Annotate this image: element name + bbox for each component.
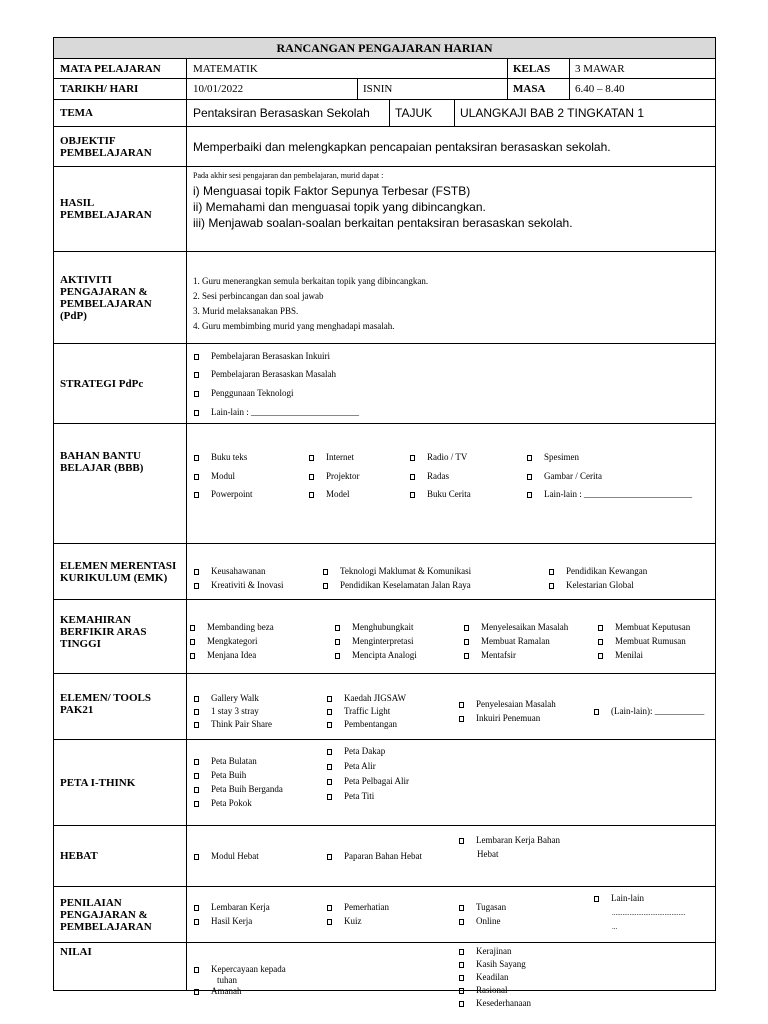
bbb-option[interactable]: Modul	[194, 471, 235, 482]
checkbox-icon	[194, 989, 199, 995]
checkbox-icon	[327, 905, 332, 911]
checkbox-icon	[327, 749, 332, 755]
value-tajuk: ULANGKAJI BAB 2 TINGKATAN 1	[460, 106, 645, 120]
label-tajuk: TAJUK	[395, 106, 433, 120]
checkbox-icon	[464, 653, 469, 659]
row-tarikh	[54, 79, 715, 100]
penilaian-option[interactable]: Pemerhatian	[327, 902, 389, 913]
kbat-option[interactable]: Mencipta Analogi	[335, 650, 417, 661]
checkbox-icon	[598, 625, 603, 631]
checkbox-icon	[309, 474, 314, 480]
aktiviti-item: 4. Guru membimbing murid yang menghadapi masalah.	[193, 321, 395, 331]
checkbox-icon	[194, 759, 199, 765]
checkbox-icon	[459, 949, 464, 955]
checkbox-icon	[594, 709, 599, 715]
label-kbat: KEMAHIRAN BERFIKIR ARAS TINGGI	[54, 600, 187, 673]
penilaian-option[interactable]: Online	[459, 916, 501, 927]
checkbox-icon	[327, 919, 332, 925]
kbat-option[interactable]: Membuat Ramalan	[464, 636, 550, 647]
strategi-option[interactable]: Lain-lain : ________________________	[194, 407, 359, 418]
emk-option[interactable]: Kreativiti & Inovasi	[194, 580, 283, 591]
row-ithink	[54, 740, 715, 826]
hebat-option-cont: Hebat	[477, 849, 499, 859]
kbat-option[interactable]: Mengkategori	[190, 636, 257, 647]
bbb-option[interactable]: Spesimen	[527, 452, 579, 463]
lesson-plan-sheet	[53, 37, 716, 1008]
bbb-option[interactable]: Model	[309, 489, 350, 500]
nilai-option-cont: tuhan	[217, 975, 237, 985]
row-kbat	[54, 600, 715, 674]
checkbox-icon	[309, 492, 314, 498]
kbat-option[interactable]: Menginterpretasi	[335, 636, 413, 647]
checkbox-icon	[194, 801, 199, 807]
nilai-option[interactable]: Keadilan	[459, 972, 508, 983]
value-hari: ISNIN	[363, 83, 393, 95]
checkbox-icon	[335, 653, 340, 659]
checkbox-icon	[459, 919, 464, 925]
ithink-option[interactable]: Peta Buih Berganda	[194, 784, 283, 795]
hebat-option[interactable]: Lembaran Kerja Bahan	[459, 835, 560, 846]
checkbox-icon	[194, 967, 199, 973]
label-emk: ELEMEN MERENTASI KURIKULUM (EMK)	[54, 544, 187, 599]
checkbox-icon	[309, 455, 314, 461]
row-hebat	[54, 826, 715, 887]
checkbox-icon	[190, 625, 195, 631]
kbat-option[interactable]: Membanding beza	[190, 622, 274, 633]
value-tema: Pentaksiran Berasaskan Sekolah	[193, 106, 370, 120]
label-masa: MASA	[513, 83, 546, 95]
bbb-option[interactable]: Lain-lain : ________________________	[527, 489, 692, 500]
label-hebat: HEBAT	[54, 826, 187, 886]
label-tarikh: TARIKH/ HARI	[54, 79, 187, 99]
checkbox-icon	[459, 1001, 464, 1007]
strategi-option[interactable]: Penggunaan Teknologi	[194, 388, 293, 399]
checkbox-icon	[194, 569, 199, 575]
pak21-option[interactable]: (Lain-lain): ___________	[594, 706, 704, 717]
pak21-option[interactable]: Think Pair Share	[194, 719, 272, 730]
checkbox-icon	[327, 779, 332, 785]
nilai-option[interactable]: Kasih Sayang	[459, 959, 526, 970]
checkbox-icon	[327, 696, 332, 702]
checkbox-icon	[194, 583, 199, 589]
emk-option[interactable]: Pendidikan Keselamatan Jalan Raya	[323, 580, 471, 591]
checkbox-icon	[459, 988, 464, 994]
emk-option[interactable]: Pendidikan Kewangan	[549, 566, 647, 577]
row-strategi	[54, 344, 715, 424]
checkbox-icon	[194, 919, 199, 925]
ithink-option[interactable]: Peta Pelbagai Alir	[327, 776, 409, 787]
value-tarikh: 10/01/2022	[193, 83, 244, 95]
pak21-option[interactable]: Traffic Light	[327, 706, 390, 717]
checkbox-icon	[194, 410, 199, 416]
emk-option[interactable]: Teknologi Maklumat & Komunikasi	[323, 566, 471, 577]
label-aktiviti: AKTIVITI PENGAJARAN & PEMBELAJARAN (PdP)	[54, 252, 187, 343]
penilaian-option[interactable]: Hasil Kerja	[194, 916, 252, 927]
checkbox-icon	[194, 354, 199, 360]
label-objektif: OBJEKTIF PEMBELAJARAN	[54, 127, 187, 166]
pak21-option[interactable]: Pembentangan	[327, 719, 397, 730]
checkbox-icon	[190, 639, 195, 645]
checkbox-icon	[527, 492, 532, 498]
checkbox-icon	[459, 702, 464, 708]
checkbox-icon	[327, 709, 332, 715]
strategi-option[interactable]: Pembelajaran Berasaskan Masalah	[194, 369, 336, 380]
checkbox-icon	[459, 905, 464, 911]
label-tema: TEMA	[54, 100, 187, 126]
checkbox-icon	[194, 492, 199, 498]
bbb-option[interactable]: Buku Cerita	[410, 489, 471, 500]
bbb-option[interactable]: Internet	[309, 452, 354, 463]
row-hasil	[54, 167, 715, 252]
label-mata-pelajaran: MATA PELAJARAN	[54, 59, 187, 78]
row-objektif	[54, 127, 715, 167]
checkbox-icon	[327, 764, 332, 770]
pak21-option[interactable]: 1 stay 3 stray	[194, 706, 259, 717]
hasil-intro: Pada akhir sesi pengajaran dan pembelajaran, murid dapat :	[193, 171, 384, 180]
checkbox-icon	[194, 854, 199, 860]
checkbox-icon	[194, 474, 199, 480]
ithink-option[interactable]: Peta Buih	[194, 770, 246, 781]
checkbox-icon	[410, 455, 415, 461]
bbb-option[interactable]: Buku teks	[194, 452, 247, 463]
page-title: RANCANGAN PENGAJARAN HARIAN	[54, 38, 715, 59]
row-pak21	[54, 674, 715, 740]
label-hasil: HASIL PEMBELAJARAN	[54, 167, 187, 251]
ithink-option[interactable]: Peta Alir	[327, 761, 376, 772]
checkbox-icon	[594, 896, 599, 902]
penilaian-option[interactable]: Kuiz	[327, 916, 362, 927]
checkbox-icon	[327, 854, 332, 860]
pak21-option[interactable]: Inkuiri Penemuan	[459, 713, 540, 724]
checkbox-icon	[194, 773, 199, 779]
kbat-option[interactable]: Membuat Keputusan	[598, 622, 690, 633]
label-penilaian: PENILAIAN PENGAJARAN & PEMBELAJARAN	[54, 887, 187, 942]
checkbox-icon	[410, 474, 415, 480]
checkbox-icon	[194, 455, 199, 461]
emk-option[interactable]: Kelestarian Global	[549, 580, 634, 591]
nilai-option[interactable]: Kepercayaan kepada	[194, 964, 286, 975]
aktiviti-item: 2. Sesi perbincangan dan soal jawab	[193, 291, 324, 301]
label-bbb: BAHAN BANTU BELAJAR (BBB)	[54, 424, 187, 543]
bbb-option[interactable]: Radas	[410, 471, 449, 482]
kbat-option[interactable]: Menyelesaikan Masalah	[464, 622, 568, 633]
hebat-option[interactable]: Paparan Bahan Hebat	[327, 851, 422, 862]
checkbox-icon	[464, 639, 469, 645]
kbat-option[interactable]: Menghubungkait	[335, 622, 414, 633]
label-ithink: PETA I-THINK	[54, 740, 187, 825]
checkbox-icon	[194, 709, 199, 715]
value-mata-pelajaran: MATEMATIK	[193, 62, 258, 75]
checkbox-icon	[410, 492, 415, 498]
label-kelas: KELAS	[513, 62, 551, 75]
penilaian-dotted: ...	[612, 923, 618, 931]
bbb-option[interactable]: Radio / TV	[410, 452, 467, 463]
penilaian-option[interactable]: Lain-lain	[594, 893, 644, 904]
checkbox-icon	[459, 962, 464, 968]
bbb-option[interactable]: Gambar / Cerita	[527, 471, 602, 482]
checkbox-icon	[194, 722, 199, 728]
row-nilai	[54, 943, 715, 1008]
checkbox-icon	[194, 905, 199, 911]
checkbox-icon	[327, 722, 332, 728]
emk-option[interactable]: Keusahawanan	[194, 566, 265, 577]
kbat-option[interactable]: Menilai	[598, 650, 643, 661]
penilaian-option[interactable]: Lembaran Kerja	[194, 902, 270, 913]
row-emk	[54, 544, 715, 600]
checkbox-icon	[459, 716, 464, 722]
checkbox-icon	[598, 639, 603, 645]
checkbox-icon	[549, 583, 554, 589]
nilai-option[interactable]: Amanah	[194, 986, 242, 997]
checkbox-icon	[527, 455, 532, 461]
label-strategi: STRATEGI PdPc	[54, 344, 187, 423]
aktiviti-item: 1. Guru menerangkan semula berkaitan topik yang dibincangkan.	[193, 276, 429, 286]
checkbox-icon	[335, 625, 340, 631]
strategi-option[interactable]: Pembelajaran Berasaskan Inkuiri	[194, 351, 330, 362]
row-tema	[54, 100, 715, 127]
kbat-option[interactable]: Menjana Idea	[190, 650, 256, 661]
row-aktiviti	[54, 252, 715, 344]
penilaian-dotted: ..........................................	[612, 909, 686, 917]
penilaian-option[interactable]: Tugasan	[459, 902, 506, 913]
checkbox-icon	[598, 653, 603, 659]
nilai-option[interactable]: Kesederhanaan	[459, 998, 531, 1009]
checkbox-icon	[327, 794, 332, 800]
value-masa: 6.40 – 8.40	[575, 83, 625, 95]
checkbox-icon	[527, 474, 532, 480]
hebat-option[interactable]: Modul Hebat	[194, 851, 259, 862]
value-objektif: Memperbaiki dan melengkapkan pencapaian pentaksiran berasaskan sekolah.	[193, 139, 611, 154]
pak21-option[interactable]: Gallery Walk	[194, 693, 259, 704]
checkbox-icon	[190, 653, 195, 659]
checkbox-icon	[194, 372, 199, 378]
pak21-option[interactable]: Penyelesaian Masalah	[459, 699, 556, 710]
ithink-option[interactable]: Peta Dakap	[327, 746, 385, 757]
checkbox-icon	[464, 625, 469, 631]
checkbox-icon	[323, 569, 328, 575]
label-nilai: NILAI	[54, 943, 187, 990]
row-penilaian	[54, 887, 715, 943]
nilai-option[interactable]: Rasional	[459, 985, 508, 996]
pak21-option[interactable]: Kaedah JIGSAW	[327, 693, 406, 704]
value-kelas: 3 MAWAR	[575, 62, 625, 75]
nilai-option[interactable]: Kerajinan	[459, 946, 511, 957]
checkbox-icon	[194, 787, 199, 793]
ithink-option[interactable]: Peta Bulatan	[194, 756, 257, 767]
checkbox-icon	[459, 838, 464, 844]
checkbox-icon	[335, 639, 340, 645]
bbb-option[interactable]: Projektor	[309, 471, 360, 482]
hasil-item: ii) Memahami dan menguasai topik yang dibincangkan.	[193, 200, 486, 214]
hasil-item: iii) Menjawab soalan-soalan berkaitan pentaksiran berasaskan sekolah.	[193, 216, 573, 230]
checkbox-icon	[323, 583, 328, 589]
row-bbb	[54, 424, 715, 544]
checkbox-icon	[459, 975, 464, 981]
checkbox-icon	[194, 391, 199, 397]
ithink-option[interactable]: Peta Titi	[327, 791, 374, 802]
row-mata-pelajaran	[54, 59, 715, 79]
aktiviti-item: 3. Murid melaksanakan PBS.	[193, 306, 299, 316]
kbat-option[interactable]: Mentafsir	[464, 650, 516, 661]
label-pak21: ELEMEN/ TOOLS PAK21	[54, 674, 187, 739]
ithink-option[interactable]: Peta Pokok	[194, 798, 252, 809]
kbat-option[interactable]: Membuat Rumusan	[598, 636, 686, 647]
hasil-item: i) Menguasai topik Faktor Sepunya Terbesar (FSTB)	[193, 184, 471, 198]
checkbox-icon	[194, 696, 199, 702]
bbb-option[interactable]: Powerpoint	[194, 489, 253, 500]
checkbox-icon	[549, 569, 554, 575]
